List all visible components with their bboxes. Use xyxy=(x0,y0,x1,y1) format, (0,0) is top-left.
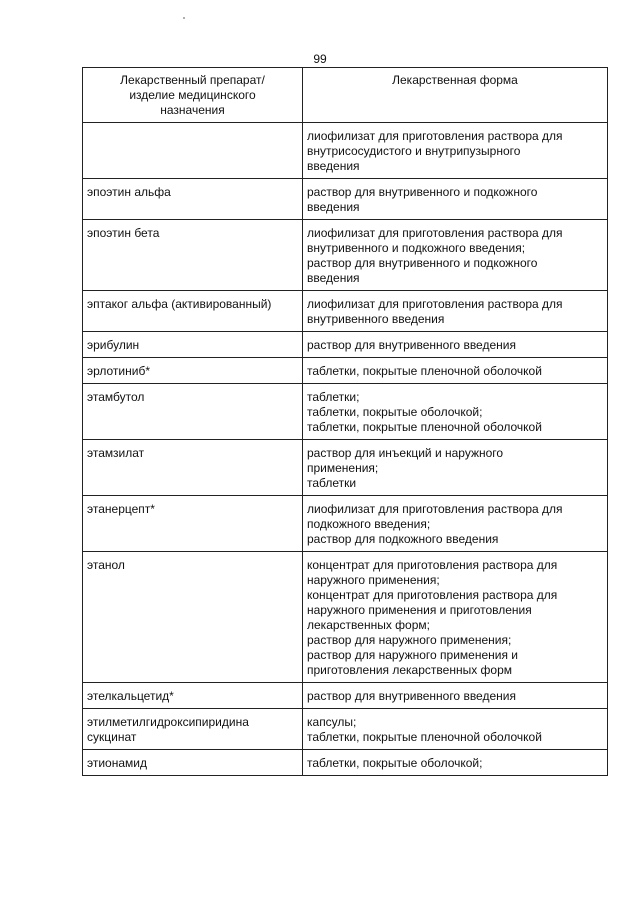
dosage-form-line: концентрат для приготовления раствора для xyxy=(307,558,558,572)
drug-name-line: эпоэтин альфа xyxy=(87,185,171,199)
drug-name-cell xyxy=(83,750,303,776)
dosage-form-line: введения xyxy=(307,159,360,173)
dosage-form-line: таблетки, покрытые оболочкой; xyxy=(307,405,483,419)
table-row xyxy=(83,683,608,709)
dosage-form-line: лиофилизат для приготовления раствора для xyxy=(307,226,563,240)
dosage-form-line: подкожного введения; xyxy=(307,517,431,531)
dosage-form-line: таблетки, покрытые пленочной оболочкой xyxy=(307,730,542,744)
drug-name-cell xyxy=(83,358,303,384)
dosage-form-cell xyxy=(303,220,608,291)
dosage-form-line: раствор для внутривенного введения xyxy=(307,689,516,703)
dosage-form-line: таблетки, покрытые оболочкой; xyxy=(307,756,483,770)
dosage-form-line: таблетки, покрытые пленочной оболочкой xyxy=(307,420,542,434)
drug-name-line: эптаког альфа (активированный) xyxy=(87,297,272,311)
drug-name-cell xyxy=(83,220,303,291)
table-header-row xyxy=(83,68,608,123)
dosage-form-line: введения xyxy=(307,200,360,214)
table-row xyxy=(83,750,608,776)
dosage-form-cell xyxy=(303,123,608,179)
drug-name-cell xyxy=(83,496,303,552)
dosage-form-line: приготовления лекарственных форм xyxy=(307,663,513,677)
dosage-form-line: таблетки; xyxy=(307,390,360,404)
header-drug-name-line: Лекарственный препарат/ xyxy=(120,73,265,87)
table-row xyxy=(83,332,608,358)
table-row xyxy=(83,709,608,750)
drug-form-table xyxy=(82,67,608,776)
dosage-form-cell xyxy=(303,709,608,750)
dosage-form-line: лиофилизат для приготовления раствора для xyxy=(307,297,563,311)
dosage-form-line: капсулы; xyxy=(307,715,357,729)
dosage-form-line: внутривенного введения xyxy=(307,312,445,326)
dosage-form-cell xyxy=(303,552,608,683)
table-row xyxy=(83,384,608,440)
table-row xyxy=(83,123,608,179)
scan-speck xyxy=(183,17,185,19)
dosage-form-cell xyxy=(303,683,608,709)
drug-name-line: этамбутол xyxy=(87,390,145,404)
header-dosage-form-line: Лекарственная форма xyxy=(392,73,518,87)
table-row xyxy=(83,496,608,552)
dosage-form-line: введения xyxy=(307,271,360,285)
header-drug-name xyxy=(83,68,303,123)
drug-name-line: этанол xyxy=(87,558,125,572)
drug-name-line: этионамид xyxy=(87,756,147,770)
drug-name-line: этелкальцетид* xyxy=(87,689,174,703)
dosage-form-cell xyxy=(303,358,608,384)
drug-name-cell xyxy=(83,709,303,750)
dosage-form-line: раствор для инъекций и наружного xyxy=(307,446,504,460)
header-drug-name-line: изделие медицинского xyxy=(129,88,256,102)
dosage-form-line: лиофилизат для приготовления раствора для xyxy=(307,502,563,516)
drug-name-cell xyxy=(83,179,303,220)
dosage-form-cell xyxy=(303,496,608,552)
table-body xyxy=(83,123,608,776)
table-row xyxy=(83,358,608,384)
dosage-form-line: таблетки, покрытые пленочной оболочкой xyxy=(307,364,542,378)
drug-name-cell xyxy=(83,384,303,440)
dosage-form-line: наружного применения и приготовления xyxy=(307,603,532,617)
drug-name-line: сукцинат xyxy=(87,730,137,744)
dosage-form-line: раствор для наружного применения; xyxy=(307,633,512,647)
drug-name-line: этанерцепт* xyxy=(87,502,155,516)
dosage-form-line: раствор для наружного применения и xyxy=(307,648,518,662)
drug-name-line: эпоэтин бета xyxy=(87,226,160,240)
table-row xyxy=(83,291,608,332)
table-row xyxy=(83,220,608,291)
drug-name-line: этилметилгидроксипиридина xyxy=(87,715,249,729)
dosage-form-line: концентрат для приготовления раствора для xyxy=(307,588,558,602)
dosage-form-line: раствор для подкожного введения xyxy=(307,532,499,546)
dosage-form-line: раствор для внутривенного и подкожного xyxy=(307,256,538,270)
drug-name-line: эрибулин xyxy=(87,338,140,352)
dosage-form-line: применения; xyxy=(307,461,379,475)
dosage-form-cell xyxy=(303,291,608,332)
dosage-form-cell xyxy=(303,750,608,776)
dosage-form-line: таблетки xyxy=(307,476,357,490)
drug-name-cell xyxy=(83,440,303,496)
drug-name-line: этамзилат xyxy=(87,446,145,460)
table-row xyxy=(83,440,608,496)
header-dosage-form xyxy=(303,68,608,123)
dosage-form-line: раствор для внутривенного и подкожного xyxy=(307,185,538,199)
drug-name-line: эрлотиниб* xyxy=(87,364,151,378)
dosage-form-line: наружного применения; xyxy=(307,573,440,587)
dosage-form-cell xyxy=(303,384,608,440)
drug-name-cell xyxy=(83,291,303,332)
dosage-form-cell xyxy=(303,332,608,358)
dosage-form-cell xyxy=(303,179,608,220)
dosage-form-line: лекарственных форм; xyxy=(307,618,430,632)
drug-name-cell xyxy=(83,332,303,358)
drug-name-cell xyxy=(83,683,303,709)
table-row xyxy=(83,179,608,220)
table-row xyxy=(83,552,608,683)
dosage-form-line: раствор для внутривенного введения xyxy=(307,338,516,352)
drug-name-cell xyxy=(83,552,303,683)
header-drug-name-line: назначения xyxy=(160,103,225,117)
drug-name-cell xyxy=(83,123,303,179)
page-number: 99 xyxy=(313,52,327,66)
dosage-form-line: лиофилизат для приготовления раствора для xyxy=(307,129,563,143)
dosage-form-cell xyxy=(303,440,608,496)
dosage-form-line: внутривенного и подкожного введения; xyxy=(307,241,526,255)
dosage-form-line: внутрисосудистого и внутрипузырного xyxy=(307,144,521,158)
